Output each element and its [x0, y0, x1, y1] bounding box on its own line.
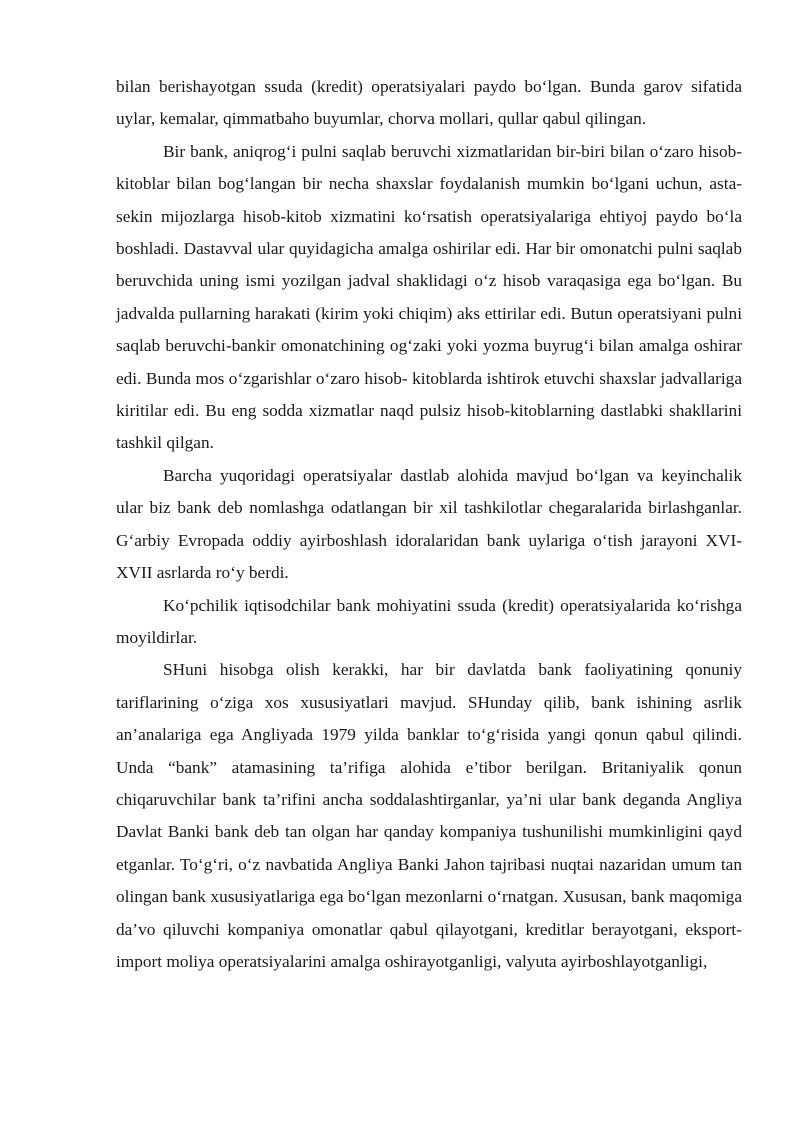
document-body: [116, 71, 742, 978]
paragraph-3: Barcha yuqoridagi operatsiyalar dastlab alohida mavjud bo‘lgan va keyinchalik ular biz bank deb nomlashga odatlangan bir xil tashkilotlar chegaralarida birlashganlar. G‘arbiy Evropada oddiy ayirboshlash idoralaridan bank uylariga o‘tish jarayoni XVI-XVII asrlarda ro‘y berdi.: [116, 465, 742, 583]
paragraph-4: Ko‘pchilik iqtisodchilar bank mohiyatini ssuda (kredit) operatsiyalarida ko‘rishga moyildirlar.: [116, 595, 742, 647]
paragraph-2: Bir bank, aniqrog‘i pulni saqlab beruvchi xizmatlaridan bir-biri bilan o‘zaro hisob-kitoblar bilan bog‘langan bir necha shaxslar foydalanish mumkin bo‘lgani uchun, asta-sekin mijozlarga hisob-kitob xizmatini ko‘rsatish operatsiyalariga ehtiyoj paydo bo‘la boshladi. Dastavval ular quyidagicha amalga oshirilar edi. Har bir omonatchi pulni saqlab beruvchida uning ismi yozilgan jadval shaklidagi o‘z hisob varaqasiga ega bo‘lgan. Bu jadvalda pullarning harakati (kirim yoki chiqim) aks ettirilar edi. Butun operatsiyani pulni saqlab beruvchi-bankir omonatchining og‘zaki yoki yozma buyrug‘i bilan amalga oshirar edi. Bunda mos o‘zgarishlar o‘zaro hisob- kitoblarda ishtirok etuvchi shaxslar jadvallariga kiritilar edi. Bu eng sodda xizmatlar naqd pulsiz hisob-kitoblarning dastlabki shakllarini tashkil qilgan.: [116, 141, 742, 453]
paragraph-1: bilan berishayotgan ssuda (kredit) operatsiyalari paydo bo‘lgan. Bunda garov sifatida uylar, kemalar, qimmatbaho buyumlar, chorva mollari, qullar qabul qilingan.: [116, 77, 742, 129]
paragraph-5: SHuni hisobga olish kerakki, har bir davlatda bank faoliyatining qonuniy tariflarining o‘ziga xos xususiyatlari mavjud. SHunday qilib, bank ishining asrlik an’analariga ega Angliyada 1979 yilda banklar to‘g‘risida yangi qonun qabul qilindi. Unda “bank” atamasining ta’rifiga alohida e’tibor berilgan. Britaniyalik qonun chiqaruvchilar bank ta’rifini ancha soddalashtirganlar, ya’ni ular bank deganda Angliya Davlat Banki bank deb tan olgan har qanday kompaniya tushunilishi mumkinligini qayd etganlar. To‘g‘ri, o‘z navbatida Angliya Banki Jahon tajribasi nuqtai nazaridan umum tan olingan bank xususiyatlariga ega bo‘lgan mezonlarni o‘rnatgan. Xususan, bank maqomiga da’vo qiluvchi kompaniya omonatlar qabul qilayotgani, kreditlar berayotgani, eksport-import moliya operatsiyalarini amalga oshirayotganligi, valyuta ayirboshlayotganligi,: [116, 660, 742, 971]
